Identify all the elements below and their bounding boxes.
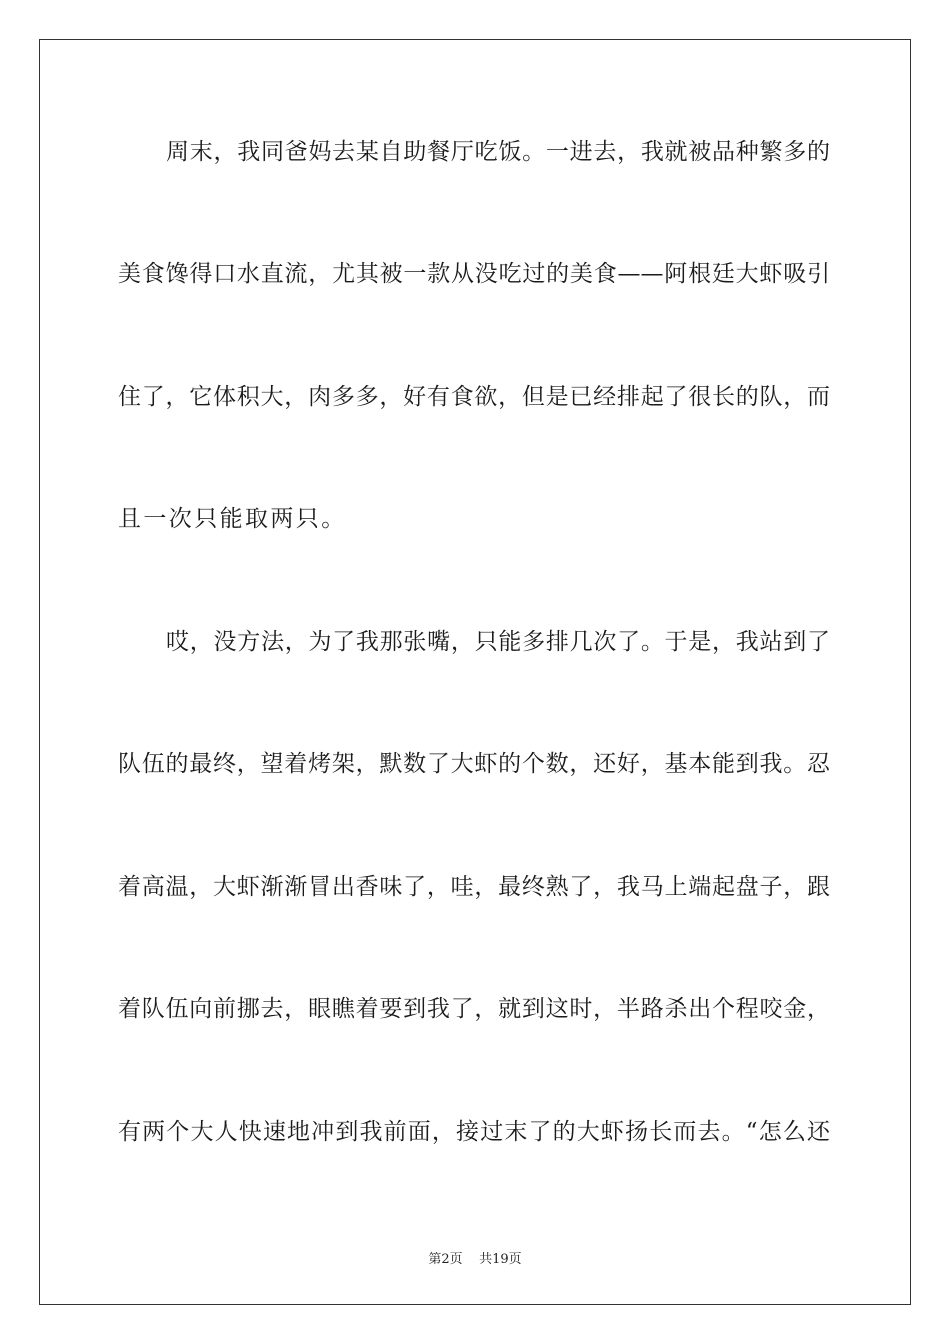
paragraph-line: 着队伍向前挪去，眼瞧着要到我了，就到这时，半路杀出个程咬金， (118, 996, 830, 1022)
paragraph-line: 队伍的最终，望着烤架，默数了大虾的个数，还好，基本能到我。忍 (118, 751, 830, 777)
page-border (39, 39, 911, 1305)
paragraph-line: 哎，没方法，为了我那张嘴，只能多排几次了。于是，我站到了 (166, 629, 830, 655)
paragraph-line: 且一次只能取两只。 (118, 506, 347, 532)
paragraph-line: 有两个大人快速地冲到我前面，接过末了的大虾扬长而去。“怎么还 (118, 1119, 830, 1145)
paragraph-line: 美食馋得口水直流，尤其被一款从没吃过的美食——阿根廷大虾吸引 (118, 261, 830, 287)
page-footer (0, 1248, 950, 1267)
paragraph-line: 住了，它体积大，肉多多，好有食欲，但是已经排起了很长的队，而 (118, 384, 830, 410)
paragraph-line: 周末，我同爸妈去某自助餐厅吃饭。一进去，我就被品种繁多的 (166, 139, 830, 165)
page-total: 共19页 (479, 1252, 522, 1267)
paragraph-line: 着高温，大虾渐渐冒出香味了，哇，最终熟了，我马上端起盘子，跟 (118, 874, 830, 900)
page-number: 第2页 (428, 1252, 463, 1267)
footer-spacer (463, 1252, 480, 1267)
